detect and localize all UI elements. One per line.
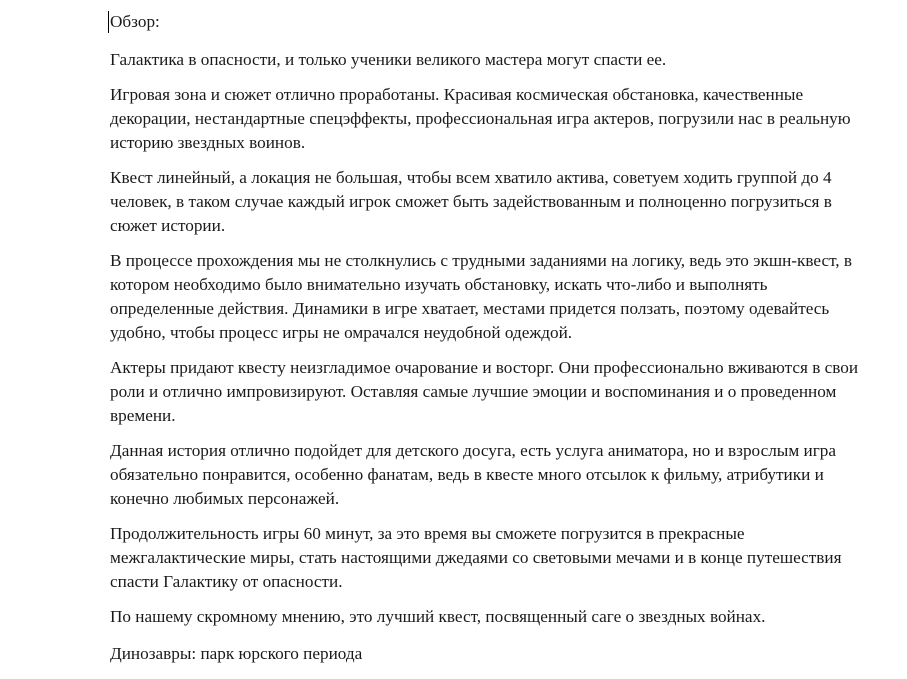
paragraph-audience: Данная история отлично подойдет для детского досуга, есть услуга аниматора, но и взрослым игра обязательно понравится, особенно фанатам, ведь в квесте много отсылок к фильму, атрибутики и конечно любимых персонажей.: [110, 441, 836, 508]
paragraph-actors: Актеры придают квесту неизгладимое очарование и восторг. Они профессионально вживаются в свои роли и отлично импровизируют. Оставляя самые лучшие эмоции и воспоминания и о проведенном времени.: [110, 358, 859, 425]
paragraph-duration: Продолжительность игры 60 минут, за это время вы сможете погрузится в прекрасные межгалактические миры, стать настоящими джедаями со световыми мечами и в конце путешествия спасти Галактику от опасности.: [110, 524, 842, 591]
paragraph-intro: Галактика в опасности, и только ученики великого мастера могут спасти ее.: [110, 50, 667, 69]
text-cursor: [108, 11, 109, 33]
paragraph-gameplay: В процессе прохождения мы не столкнулись с трудными заданиями на логику, ведь это экшн-квест, в котором необходимо было внимательно изучать обстановку, искать что-либо и выполнять определенные действия. Динамики в игре хватает, местами придется ползать, поэтому одевайтесь удобно, чтобы процесс игры не омрачался неудобной одеждой.: [110, 251, 853, 342]
paragraph-game-zone: Игровая зона и сюжет отлично проработаны. Красивая космическая обстановка, качественные декорации, нестандартные спецэффекты, профессиональная игра актеров, погрузили нас в реальную историю звездных воинов.: [110, 85, 851, 152]
paragraph-linear-quest: Квест линейный, а локация не большая, чтобы всем хватило актива, советуем ходить группой до 4 человек, в таком случае каждый игрок сможет быть задействованным и полноценно погрузиться в сюжет истории.: [110, 168, 832, 235]
section-heading-text: Обзор:: [110, 12, 160, 31]
paragraph-verdict: По нашему скромному мнению, это лучший квест, посвященный саге о звездных войнах.: [110, 607, 766, 626]
next-section-title: Динозавры: парк юрского периода: [110, 644, 363, 663]
section-heading: [110, 10, 870, 34]
document-body[interactable]: [110, 0, 870, 677]
